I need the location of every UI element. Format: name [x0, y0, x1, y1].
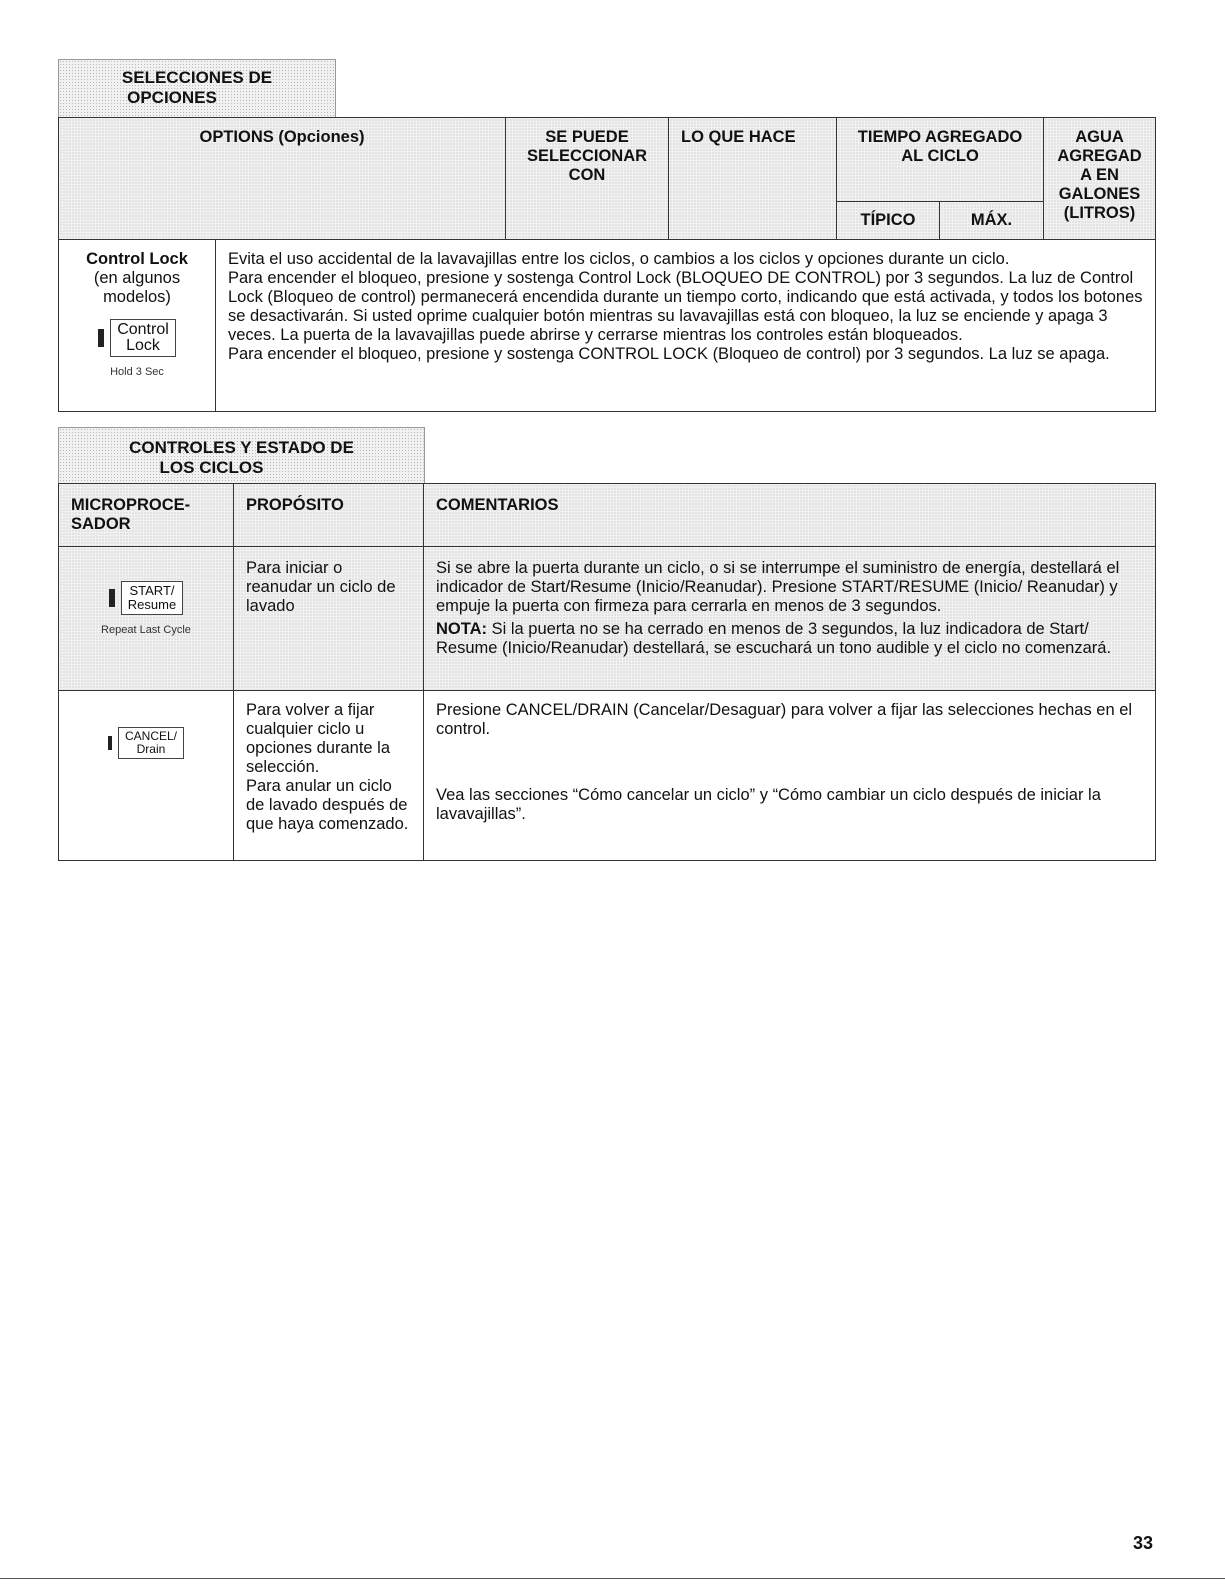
repeat-last-cycle-caption: Repeat Last Cycle [101, 624, 191, 636]
water-added-header: AGUA AGREGAD A EN GALONES (LITROS) [1044, 118, 1156, 240]
control-lock-description: Evita el uso accidental de la lavavajillas entre los ciclos, o cambios a los ciclos y opciones durante un ciclo. Para encender el bloqueo, presione y sostenga Control Lock (BLOQUEO DE CONTROL) por 3 segundos. La luz de Control Lock (Bloqueo de control) permanecerá encendida durante un tiempo corto, indicando que está activada, y todos los botones se desactivarán. Si usted oprime cualquier botón mientras su lavavajillas está con bloqueo, la luz se enciende y apaga 3 veces. La puerta de la lavavajillas puede abrirse y cerrarse mientras los controles están bloqueados. Para encender el bloqueo, presione y sostenga CONTROL LOCK (Bloqueo de control) por 3 segundos. La luz se apaga. [216, 240, 1156, 412]
table-row [59, 547, 1156, 691]
options-header: OPTIONS (Opciones) [59, 118, 506, 240]
indicator-light-icon [109, 589, 115, 607]
purpose-header: PROPÓSITO [234, 484, 424, 547]
comments-header: COMENTARIOS [424, 484, 1156, 547]
cancel-purpose: Para volver a fijar cualquier ciclo u opciones durante la selección. Para anular un ciclo de lavado después de que haya comenzado. [234, 691, 424, 861]
control-lock-name: Control Lock [86, 250, 188, 268]
table-row [59, 691, 1156, 861]
start-purpose: Para iniciar o reanudar un ciclo de lavado [234, 547, 424, 691]
select-with-header: SE PUEDE SELECCIONAR CON [506, 118, 669, 240]
control-lock-button[interactable]: Control Lock [110, 319, 176, 357]
control-lock-option-cell: Control Lock (en algunos modelos) Control Lock Hold 3 Sec [59, 240, 216, 412]
controls-table [58, 483, 1156, 861]
options-section-title-line1: SELECCIONES DE [121, 68, 273, 87]
page-number: 33 [1132, 1533, 1153, 1553]
controls-section-title-line1: CONTROLES Y ESTADO DE [129, 438, 354, 457]
start-comments: Si se abre la puerta durante un ciclo, o si se interrumpe el suministro de energía, destellará el indicador de Start/Resume (Inicio/Reanudar). Presione START/RESUME (Inicio/ Reanudar) y empuje la puerta con firmeza para cerrarla en menos de 3 segundos. NOTA: Si la puerta no se ha cerrado en menos de 3 segundos, la luz indicadora de Start/ Resume (Inicio/Reanudar) destellará, se escuchará un tono audible y el ciclo no comenzará. [424, 547, 1156, 691]
controls-section-tab [58, 427, 425, 483]
options-section-tab [58, 59, 336, 117]
indicator-light-icon [98, 329, 104, 347]
bottom-rule [0, 1578, 1225, 1579]
start-button-cell [59, 547, 234, 691]
start-note: NOTA: Si la puerta no se ha cerrado en menos de 3 segundos, la luz indicadora de Start/ Resume (Inicio/Reanudar) destellará, se escuchará un tono audible y el ciclo no comenzará. [436, 620, 1112, 657]
micro-header: MICROPROCE- SADOR [59, 484, 234, 547]
hold-caption: Hold 3 Sec [110, 366, 164, 378]
typical-header: TÍPICO [837, 202, 940, 240]
cancel-drain-button[interactable]: CANCEL/ Drain [118, 727, 184, 759]
what-it-does-header: LO QUE HACE [669, 118, 837, 240]
controls-section-title-line2: LOS CICLOS [159, 458, 264, 477]
options-table [58, 117, 1156, 412]
start-resume-button[interactable]: START/ Resume [121, 581, 183, 615]
cancel-comments: Presione CANCEL/DRAIN (Cancelar/Desaguar) para volver a fijar las selecciones hechas en el control. Vea las secciones “Cómo cancelar un ciclo” y “Cómo cambiar un ciclo después de iniciar la lavavajillas”. [424, 691, 1156, 861]
table-row [59, 240, 1156, 412]
max-header: MÁX. [940, 202, 1044, 240]
cancel-button-cell [59, 691, 234, 861]
indicator-light-icon [108, 736, 112, 750]
options-section-title-line2: OPCIONES [127, 88, 217, 107]
time-added-header: TIEMPO AGREGADO AL CICLO [837, 118, 1044, 202]
